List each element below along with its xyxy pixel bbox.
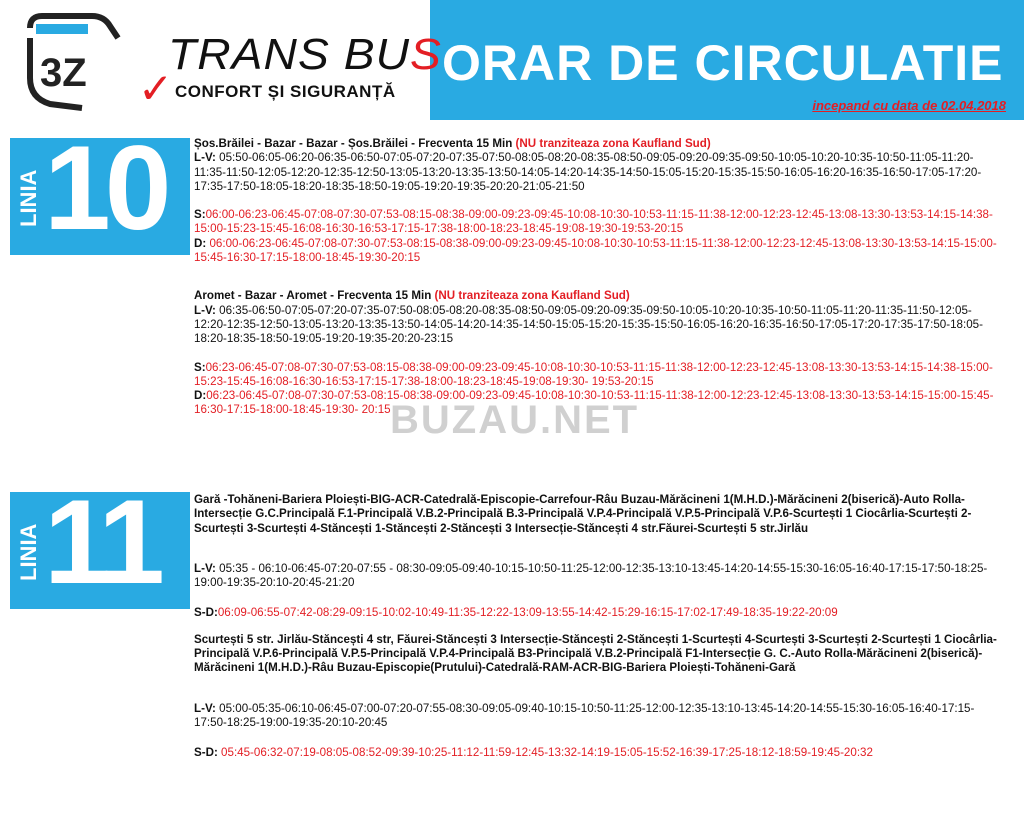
route-heading: Aromet - Bazar - Aromet - Frecventa 15 Min (NU tranziteaza zona Kaufland Sud) (194, 289, 630, 303)
saturday-times: S:06:00-06:23-06:45-07:08-07:30-07:53-08:15-08:38-09:00-09:23-09:45-10:08-10:30-10:53-11:15-11:38-12:00-12:23-12:45-13:08-13:30-13:53-14:15-14:38-15:00-15:23-15:45-16:08-16:30-16:53-17:15-17:38-18:00-18:23-18:45-19:08-19:30-19:53-20:15 (194, 208, 993, 236)
brand-tagline: CONFORT ȘI SIGURANȚĂ (175, 82, 396, 101)
line-11-badge (10, 475, 190, 609)
line-number: 11 (44, 475, 159, 609)
route-heading: Gară -Tohăneni-Bariera Ploiești-BIG-ACR-Catedrală-Episcopie-Carrefour-Râu Buzau-Mărăcineni 1(M.H.D.)-Mărăcineni 2(biserică)-Auto Rolla-Intersecție G.C.Principală F.1-Principală V.B.2-Principală B.3-Principală V.P.4-Principală V.P.5-Principală V.P.6-Scurtești 1 Ciocârlia-Scurtești 2-Scurtești 3-Scurtești 4-Stăncești 1-Stăncești 2-Stăncești 3 Intersecție-Stăncești 4 str.Făurei-Scurtești 5 str.Jirlău (194, 493, 972, 535)
saturday-times: S:06:23-06:45-07:08-07:30-07:53-08:15-08:38-09:00-09:23-09:45-10:08-10:30-10:53-11:15-11:38-12:00-12:23-12:45-13:08-13:30-13:53-14:15-14:38-15:00-15:23-15:45-16:08-16:30-16:53-17:15-17:38-18:00-18:23-18:45-19:08-19:30- 19:53-20:15 (194, 360, 993, 388)
sunday-times: D:06:23-06:45-07:08-07:30-07:53-08:15-08:38-09:00-09:23-09:45-10:08-10:30-10:53-11:15-11:38-12:00-12:23-12:45-13:08-13:30-13:53-14:15-15:00-15:45-16:30-17:15-18:00-18:45-19:30- 20:15 (194, 389, 994, 417)
page-title: ORAR DE CIRCULATIE (442, 35, 1004, 91)
line-11-schedule (194, 493, 1004, 761)
line-10-badge (10, 121, 190, 255)
line-10-schedule (194, 137, 1004, 418)
route-heading: Șos.Brăilei - Bazar - Bazar - Șos.Brăilei - Frecventa 15 Min (NU tranziteaza zona Kaufland Sud) (194, 137, 711, 150)
header-banner (0, 0, 1024, 120)
weekday-times: L-V: 05:00-05:35-06:10-06:45-07:00-07:20-07:55-08:30-09:05-09:40-10:15-10:50-11:25-12:00-12:35-13:10-13:45-14:20-14:55-15:30-16:05-16:40-17:15-17:50-18:25-19:00-19:35-20:10-20:45 (194, 701, 975, 729)
bus-logo-icon (22, 8, 142, 114)
brand-logo (0, 0, 442, 120)
route-heading: Scurtești 5 str. Jirlău-Stăncești 4 str, Făurei-Stăncești 3 Intersecție-Stăncești 2-Stăncești 1-Scurtești 4-Scurtești 3-Scurtești 2-Scurtești 1 Ciocârlia-Principală V.P.6-Principală V.P.5-Principală V.P.4-Principală B3-Principală V.B.2-Principală F1-Intersecție G. C.-Auto Rolla-Mărăcineni 2(biserică)-Mărăcineni 1(M.H.D.)-Râu Buzau-Episcopie(Prutului)-Catedrală-RAM-ACR-BIG-Bariera Ploiești-Tohăneni-Gară (194, 632, 997, 675)
watermark: BUZAU.NET (390, 398, 640, 442)
line-number: 10 (44, 121, 166, 255)
line-label: LINIA (16, 169, 41, 227)
weekend-times: S-D:06:09-06:55-07:42-08:29-09:15-10:02-10:49-11:35-12:22-13:09-13:55-14:42-15:29-16:15-17:02-17:49-18:35-19:22-20:09 (194, 606, 838, 620)
line-label: LINIA (16, 523, 41, 581)
checkmark-icon: ✓ (138, 65, 174, 112)
sunday-times: D: 06:00-06:23-06:45-07:08-07:30-07:53-08:15-08:38-09:00-09:23-09:45-10:08-10:30-10:53-11:15-11:38-12:00-12:23-12:45-13:08-13:30-13:53-14:15-15:00-15:45-16:30-17:15-18:00-18:45-19:30-20:15 (194, 236, 997, 265)
weekend-times: S-D: 05:45-06:32-07:19-08:05-08:52-09:39-10:25-11:12-11:59-12:45-13:32-14:19-15:05-15:52-16:39-17:25-18:12-18:59-19:45-20:32 (194, 746, 873, 760)
svg-text:3Z: 3Z (40, 51, 87, 95)
weekday-times: L-V: 05:35 - 06:10-06:45-07:20-07:55 - 08:30-09:05-09:40-10:15-10:50-11:25-12:00-12:35-13:10-13:45-14:20-14:55-15:30-16:05-16:40-17:15-17:50-18:25-19:00-19:35-20:10-20:45-21:20 (194, 561, 988, 590)
valid-from-date: incepand cu data de 02.04.2018 (812, 98, 1006, 113)
brand-name: TRANS BUS (168, 30, 442, 79)
weekday-times: L-V: 05:50-06:05-06:20-06:35-06:50-07:05-07:20-07:35-07:50-08:05-08:20-08:35-08:50-09:05-09:20-09:35-09:50-10:05-10:20-10:35-10:50-11:05-11:20-11:35-11:50-12:05-12:20-12:35-12:50-13:05-13:20-13:35-13:50-14:05-14:20-14:35-14:50-15:05-15:20-15:35-15:50-16:05-16:20-16:35-16:50-17:05-17:20-17:35-17:50-18:05-18:20-18:35-18:50-19:05-19:20-19:35-20:20-21:05-21:50 (194, 151, 982, 193)
weekday-times: L-V: 06:35-06:50-07:05-07:20-07:35-07:50-08:05-08:20-08:35-08:50-09:05-09:20-09:35-09:50-10:05-10:20-10:35-10:50-11:05-11:20-11:35-11:50-12:05-12:20-12:35-12:50-13:05-13:20-13:35-13:50-14:05-14:20-14:35-14:50-15:05-15:20-15:35-15:50-16:05-16:20-16:35-16:50-17:05-17:20-17:35-17:50-18:05-18:20-18:35-18:50-19:05-19:20-19:35-20:20-23:15 (194, 303, 983, 346)
